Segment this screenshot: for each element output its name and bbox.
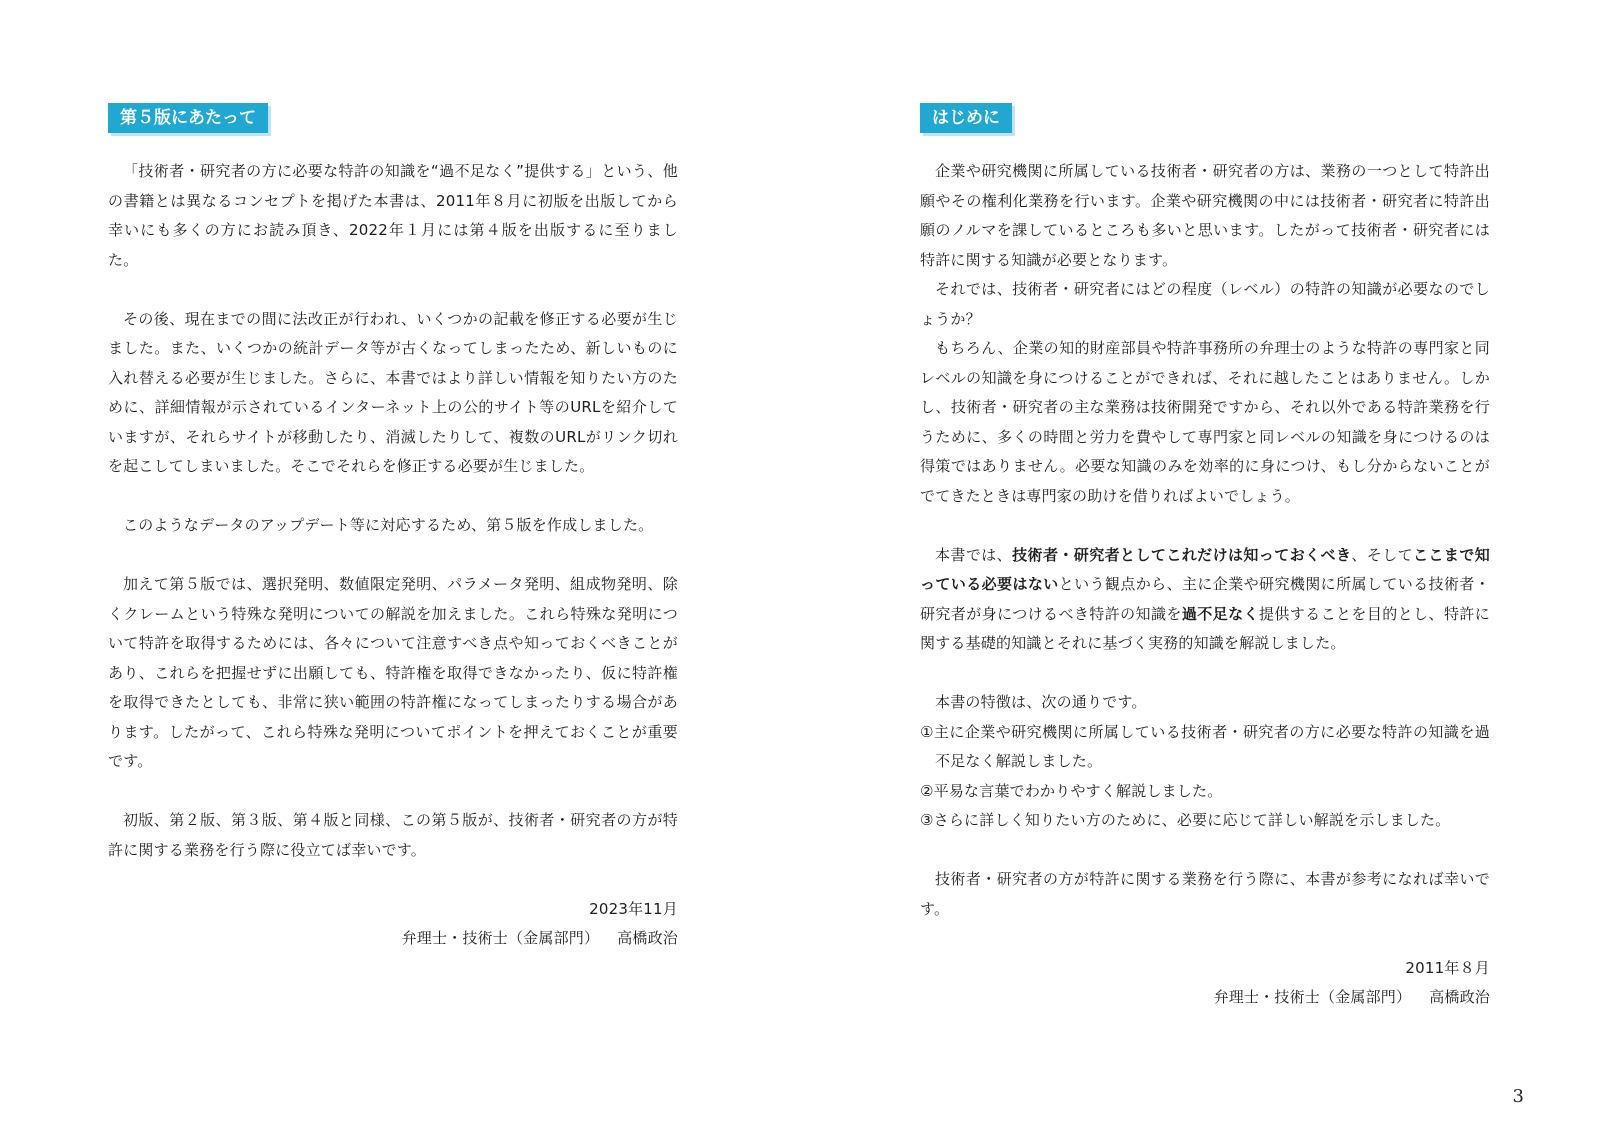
list-item: ③さらに詳しく知りたい方のために、必要に応じて詳しい解説を示しました。 <box>920 811 1451 829</box>
bold-run: ここまで知っている必要はない <box>920 545 1490 593</box>
section-heading-fifth-edition: 第５版にあたって <box>108 103 268 133</box>
paragraph: 企業や研究機関に所属している技術者・研究者の方は、業務の一つとして特許出願やその権利化業務を行います。企業や研究機関の中には技術者・研究者に特許出願のノルマを課しているところも多いと思います。したがって技術者・研究者には特許に関する知識が必要となります。 <box>920 162 1490 269</box>
author-name: 高橋政治 <box>1429 988 1490 1006</box>
paragraph: 「技術者・研究者の方に必要な特許の知識を“過不足なく”提供する」という、他の書籍とは異なるコンセプトを掲げた本書は、2011年８月に初版を出版してから幸いにも多くの方にお読み頂き、2022年１月には第４版を出版するに至りました。 <box>108 162 678 269</box>
emphasis-paragraph <box>920 541 1490 659</box>
left-column <box>108 103 678 954</box>
author-title: 弁理士・技術士（金属部門） <box>1213 988 1412 1006</box>
bold-run: 過不足なく <box>1181 604 1259 623</box>
text-run: 、そして <box>1351 545 1414 564</box>
paragraph: その後、現在までの間に法改正が行われ、いくつかの記載を修正する必要が生じました。また、いくつかの統計データ等が古くなってしまったため、新しいものに入れ替える必要が生じました。さらに、本書ではより詳しい情報を知りたい方のために、詳細情報が示されているインターネット上の公的サイト等のURLを紹介していますが、それらサイトが移動したり、消滅したりして、複数のURLがリンク切れを起こしてしまいました。そこでそれらを修正する必要が生じました。 <box>108 309 678 475</box>
paragraph: 初版、第２版、第３版、第４版と同様、この第５版が、技術者・研究者の方が特許に関する業務を行う際に役立てば幸いです。 <box>108 811 678 859</box>
right-column <box>920 103 1490 1013</box>
signature-author <box>920 983 1490 1013</box>
text-run: 提供することを目的とし、特許に関する基礎的知識とそれに基づく実務的知識を解説しました。 <box>920 604 1490 652</box>
right-page <box>800 0 1600 1135</box>
list-item: ②平易な言葉でわかりやすく解説しました。 <box>920 781 1223 800</box>
paragraph: もちろん、企業の知的財産部員や特許事務所の弁理士のような特許の専門家と同レベルの知識を身につけることができれば、それに越したことはありません。しかし、技術者・研究者の主な業務は技術開発ですから、それ以外である特許業務を行うために、多くの時間と労力を費やして専門家と同レベルの知識を身につけるのは得策ではありません。必要な知識のみを効率的に身につけ、もし分からないことがでてきたときは専門家の助けを借りればよいでしょう。 <box>920 339 1490 505</box>
signature-author <box>108 924 678 954</box>
section-heading-introduction: はじめに <box>920 103 1012 133</box>
author-title: 弁理士・技術士（金属部門） <box>401 929 600 947</box>
text-run: という観点から、主に企業や研究機関に所属している技術者・研究者が身につけるべき特許の知識を <box>920 575 1490 623</box>
bold-run: 技術者・研究者としてこれだけは知っておくべき <box>1012 545 1352 564</box>
signature-date: 2011年８月 <box>1405 958 1490 977</box>
author-name: 高橋政治 <box>617 929 678 947</box>
paragraph: このようなデータのアップデート等に対応するため、第５版を作成しました。 <box>123 516 654 534</box>
paragraph: 加えて第５版では、選択発明、数値限定発明、パラメータ発明、組成物発明、除くクレームという特殊な発明についての解説を加えました。これら特殊な発明について特許を取得するためには、各々について注意すべき点や知っておくべきことがあり、これらを把握せずに出願しても、特許権を取得できなかったり、仮に特許権を取得できたとしても、非常に狭い範囲の特許権になってしまったりする場合があります。したがって、これら特殊な発明についてポイントを押えておくことが重要です。 <box>108 575 678 770</box>
features-intro: 本書の特徴は、次の通りです。 <box>935 693 1147 711</box>
paragraph: それでは、技術者・研究者にはどの程度（レベル）の特許の知識が必要なのでしょうか？ <box>920 280 1490 328</box>
text-run: 本書では、 <box>935 545 1013 564</box>
list-item: ①主に企業や研究機関に所属している技術者・研究者の方に必要な特許の知識を過不足なく解説しました。 <box>920 722 1490 770</box>
page-number: 3 <box>1512 1086 1524 1107</box>
signature-block <box>920 954 1490 1013</box>
signature-block <box>108 895 678 954</box>
closing-paragraph: 技術者・研究者の方が特許に関する業務を行う際に、本書が参考になれば幸いです。 <box>920 870 1490 918</box>
features-list <box>920 718 1490 836</box>
signature-date: 2023年11月 <box>589 899 678 918</box>
